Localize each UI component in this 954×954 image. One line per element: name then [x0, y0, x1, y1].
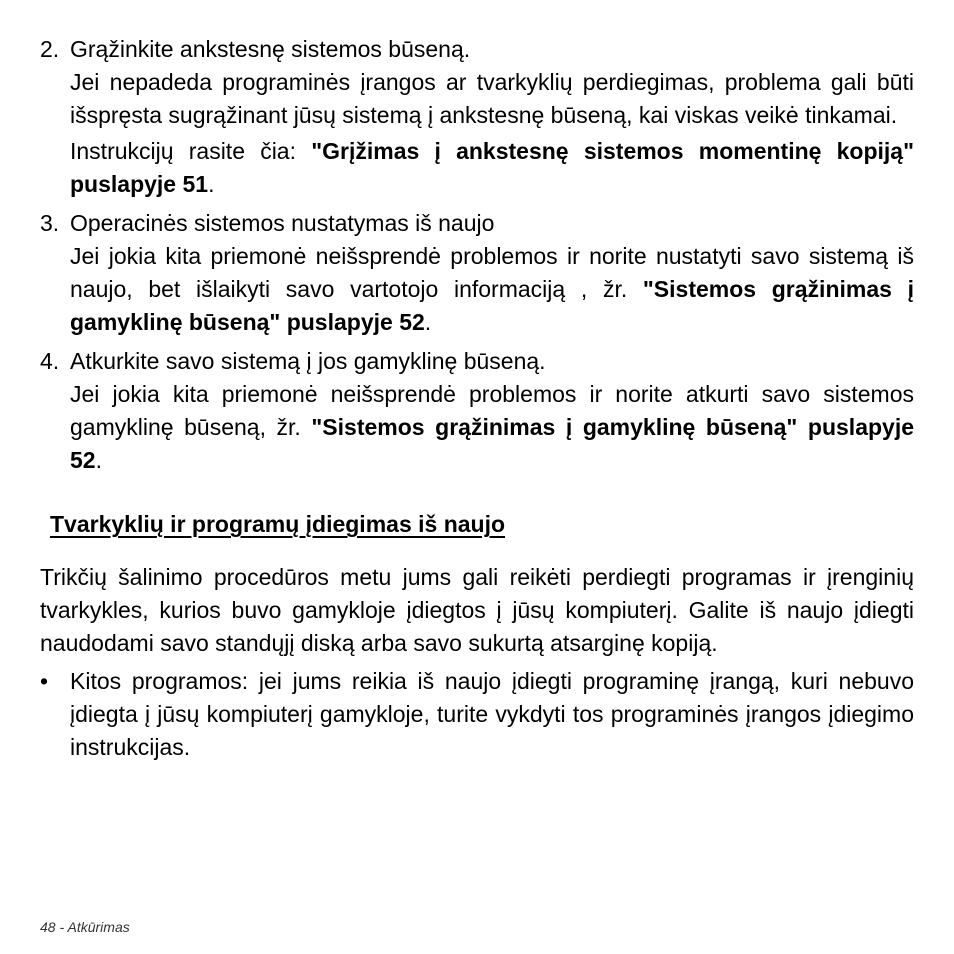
list-item-body: Jei nepadeda programinės įrangos ar tvarkyklių perdiegimas, problema gali būti išspręsta sugrąžinant jūsų sistemą į ankstesnę būseną, kai viskas veikė tinkamai.: [70, 69, 914, 128]
body-text: Jei jokia kita priemonė neišsprendė problemos ir norite atkurti savo sistemos gamyklinę būseną, žr.: [70, 381, 914, 440]
list-item-title: Grąžinkite ankstesnę sistemos būseną.: [70, 36, 471, 62]
list-item-title: Operacinės sistemos nustatymas iš naujo: [70, 210, 495, 236]
list-number: 3.: [40, 210, 60, 236]
list-item-2: [40, 33, 914, 201]
list-number: 2.: [40, 36, 60, 62]
body-text: Jei jokia kita priemonė neišsprendė problemos ir norite nustatyti savo sistemą iš naujo, bet išlaikyti savo vartotojo informaciją , žr.: [70, 243, 914, 302]
list-item-title: Atkurkite savo sistemą į jos gamyklinę būseną.: [70, 348, 546, 374]
reference-link[interactable]: "Sistemos grąžinimas į gamyklinę būseną" puslapyje 52: [70, 276, 914, 335]
list-item-reference: [70, 135, 914, 201]
bullet-text: Kitos programos: jei jums reikia iš naujo įdiegti programinę įrangą, kuri nebuvo įdiegta į jūsų kompiuterį gamykloje, turite vykdyti tos programinės įrangos įdiegimo instrukcijas.: [70, 668, 914, 760]
bullet-item: [40, 665, 914, 764]
document-page: [40, 33, 914, 764]
list-item-body: [70, 378, 914, 477]
list-item-4: [40, 345, 914, 477]
section-heading: Tvarkyklių ir programų įdiegimas iš naujo: [50, 511, 506, 537]
reference-suffix: .: [208, 171, 215, 197]
body-suffix: .: [424, 309, 432, 335]
reference-link[interactable]: "Sistemos grąžinimas į gamyklinę būseną" puslapyje 52: [70, 414, 915, 473]
section-paragraph: Trikčių šalinimo procedūros metu jums gali reikėti perdiegti programas ir įrenginių tvarkykles, kurios buvo gamykloje įdiegtos į jūsų kompiuterį. Galite iš naujo įdiegti naudodami savo standųjį diską arba savo sukurtą atsarginę kopiją.: [40, 564, 914, 656]
reference-prefix: Instrukcijų rasite čia:: [70, 138, 312, 164]
reference-link[interactable]: "Grįžimas į ankstesnę sistemos momentinę kopiją" puslapyje 51: [70, 138, 915, 197]
page-footer: 48 - Atkūrimas: [40, 919, 130, 935]
body-suffix: .: [95, 447, 102, 473]
list-number: 4.: [40, 348, 60, 374]
list-item-3: [40, 207, 914, 339]
bullet-icon: •: [40, 668, 49, 694]
list-item-body: [70, 240, 914, 339]
